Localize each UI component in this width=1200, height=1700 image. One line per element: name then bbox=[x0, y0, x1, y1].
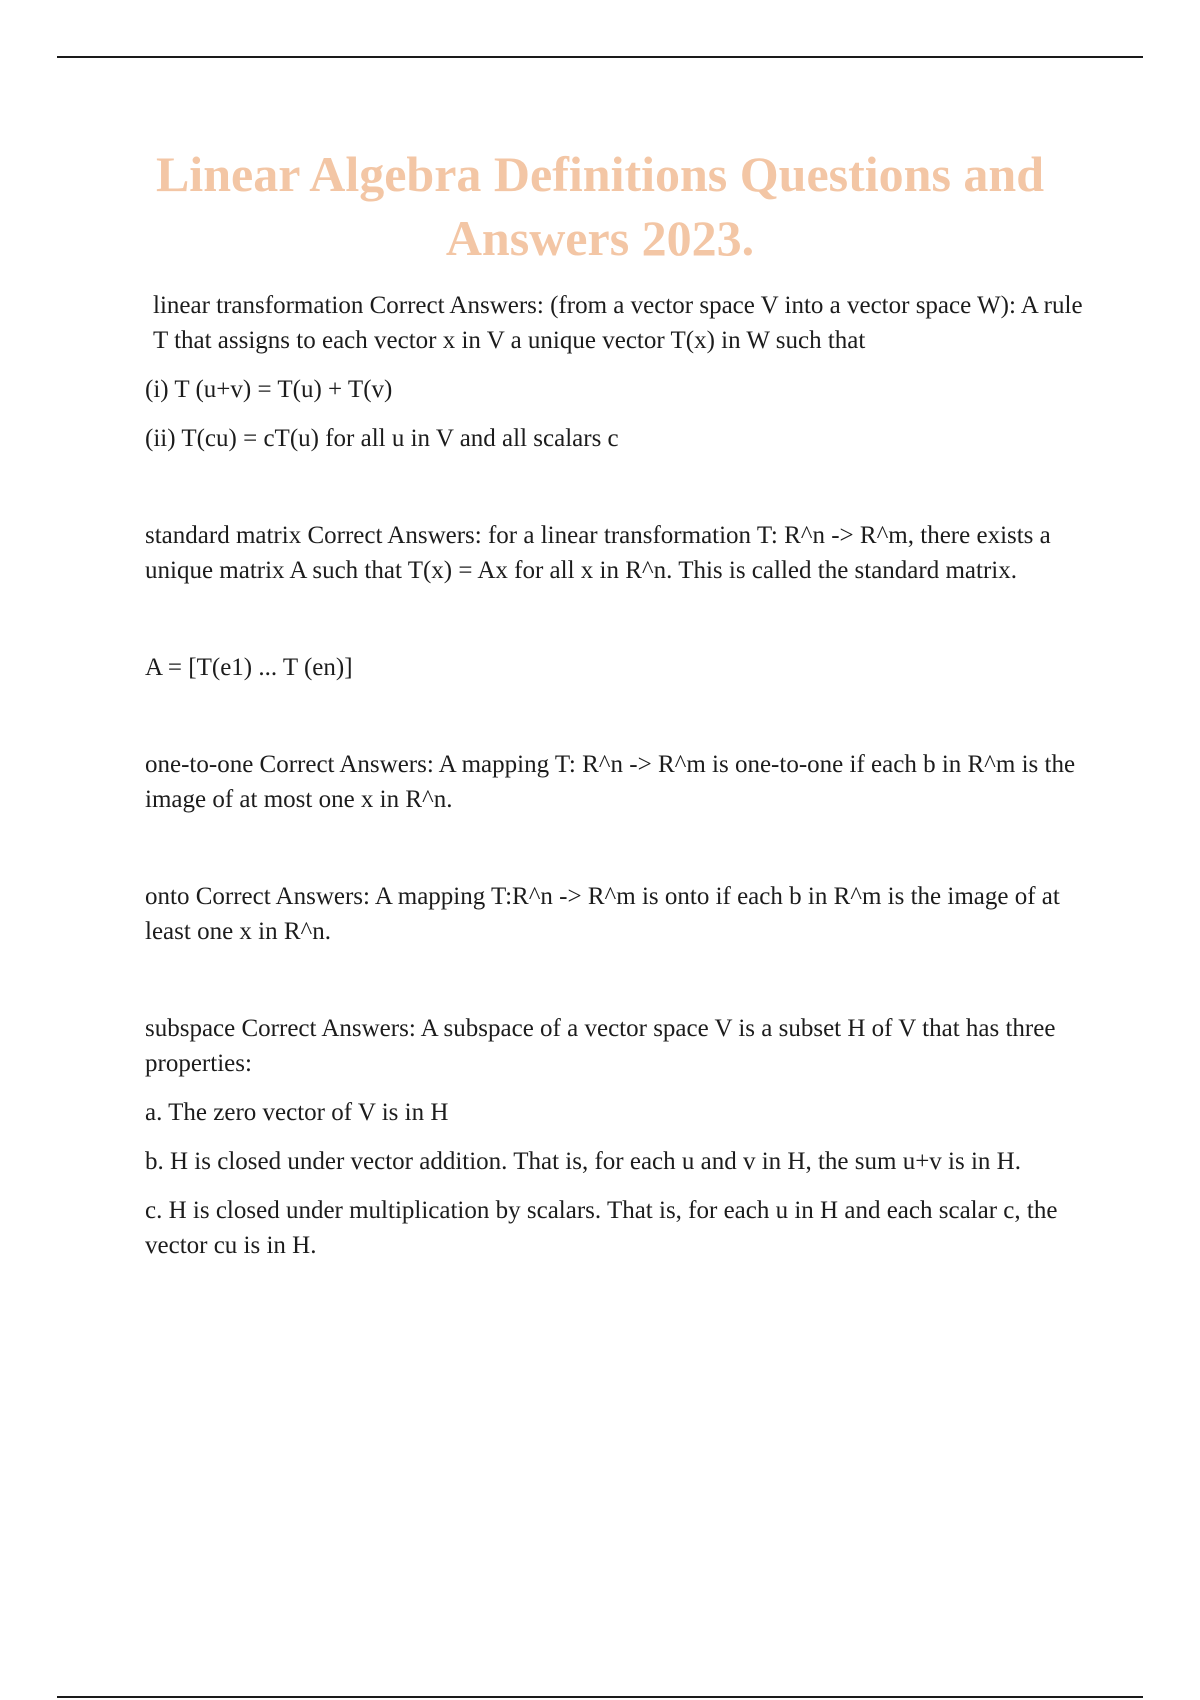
document-title: Linear Algebra Definitions Questions and Answers 2023. bbox=[155, 146, 1045, 266]
subspace-item-c: c. H is closed under multiplication by scalars. That is, for each u in H and each scalar c, the vector cu is in H. bbox=[145, 1197, 1058, 1259]
bottom-divider bbox=[57, 1696, 1143, 1698]
linear-transformation-item-i: (i) T (u+v) = T(u) + T(v) bbox=[145, 376, 393, 403]
linear-transformation-item-ii: (ii) T(cu) = cT(u) for all u in V and all scalars c bbox=[145, 425, 619, 452]
standard-matrix-definition: standard matrix Correct Answers: for a linear transformation T: R^n -> R^m, there exists a unique matrix A such that T(x) = Ax for all x in R^n. This is called the standard matrix. bbox=[145, 522, 1051, 584]
top-divider bbox=[57, 56, 1143, 58]
subspace-item-a: a. The zero vector of V is in H bbox=[145, 1099, 449, 1126]
subspace-definition: subspace Correct Answers: A subspace of a vector space V is a subset H of V that has three properties: bbox=[145, 1015, 1056, 1077]
document-body bbox=[145, 288, 1090, 1263]
standard-matrix-formula: A = [T(e1) ... T (en)] bbox=[145, 654, 353, 681]
one-to-one-definition: one-to-one Correct Answers: A mapping T: R^n -> R^m is one-to-one if each b in R^m is the image of at most one x in R^n. bbox=[145, 751, 1076, 813]
subspace-item-b: b. H is closed under vector addition. That is, for each u and v in H, the sum u+v is in H. bbox=[145, 1148, 1021, 1175]
onto-definition: onto Correct Answers: A mapping T:R^n -> R^m is onto if each b in R^m is the image of at least one x in R^n. bbox=[145, 883, 1060, 945]
linear-transformation-definition: linear transformation Correct Answers: (from a vector space V into a vector space W): A rule T that assigns to each vector x in V a unique vector T(x) in W such that bbox=[153, 292, 1083, 354]
